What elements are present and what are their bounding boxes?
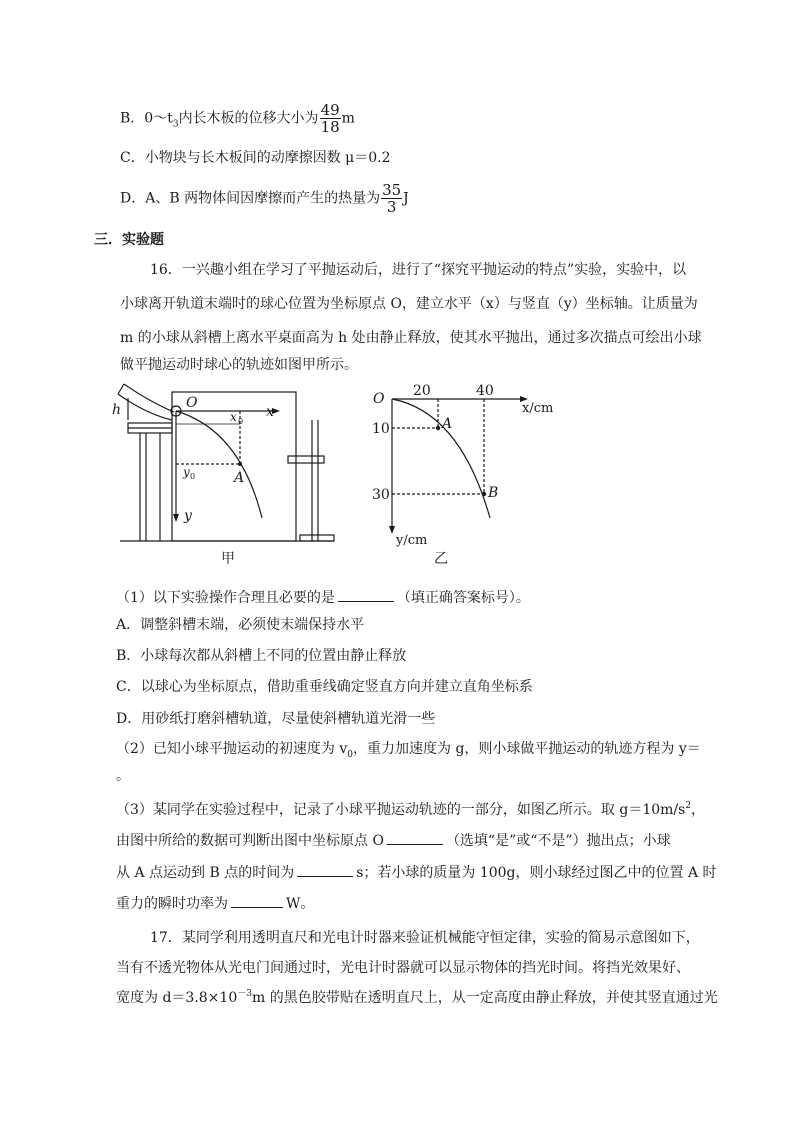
- label-y0: y: [183, 465, 190, 479]
- tick-10: 10: [372, 421, 390, 437]
- q16-part1-prompt: （1）以下实验操作合理且必要的是: [116, 590, 335, 606]
- yi-trajectory: [392, 399, 490, 518]
- q16-part3-text-a-end: ，: [691, 802, 706, 818]
- caption-jia: 甲: [221, 551, 235, 567]
- q16-part3-line4: [116, 893, 314, 914]
- option-b-text: 内长木板的位移大小为: [178, 110, 319, 127]
- q16-part3-line2: [116, 830, 671, 851]
- caption-yi: 乙: [434, 551, 448, 567]
- label-h: h: [112, 402, 122, 418]
- tick-20: 20: [413, 383, 431, 399]
- option-d-numerator: 35: [382, 181, 402, 199]
- option-b-denominator: 18: [320, 118, 340, 136]
- q16-part3-text-b: 由图中所给的数据可判断出图中坐标原点 O: [116, 833, 384, 849]
- q17-line-3: [116, 988, 718, 1008]
- q16-line-2: 小球离开轨道末端时的球心位置为坐标原点 O，建立水平（x）与竖直（y）坐标轴。让质量为: [120, 296, 698, 312]
- q16-part3-sup: 2: [685, 801, 692, 811]
- label-jia-o: O: [186, 395, 198, 411]
- option-c: C．小物块与长木板间的动摩擦因数 μ＝0.2: [120, 150, 391, 166]
- q16-opt-c: C．以球心为坐标原点，借助重垂线确定竖直方向并建立直角坐标系: [116, 679, 533, 695]
- answer-blank-time[interactable]: [297, 862, 353, 877]
- q16-part1: [116, 587, 530, 608]
- answer-blank-power[interactable]: [231, 893, 283, 908]
- q17-line-3-sup: －3: [237, 989, 252, 999]
- q16-part3-line1: [116, 800, 705, 820]
- q16-line-1: 16．一兴趣小组在学习了平抛运动后，进行了“探究平抛运动的特点”实验，实验中，以: [150, 262, 687, 278]
- tick-30: 30: [372, 487, 390, 503]
- q16-opt-d: D．用砂纸打磨斜槽轨道，尽量使斜槽轨道光滑一些: [116, 711, 436, 727]
- q16-part3-line3: [116, 862, 717, 883]
- yi-y-arrow: [389, 526, 395, 534]
- option-d-text: D．A、B 两物体间因摩擦而产生的热量为: [120, 190, 381, 207]
- q16-part1-suffix: （填正确答案标号）。: [396, 590, 530, 606]
- q16-part2: [116, 739, 701, 765]
- label-yi-o: O: [373, 391, 385, 407]
- answer-blank-1[interactable]: [338, 587, 394, 602]
- q17-line-3-post: m 的黑色胶带贴在透明直尺上，从一定高度由静止释放，并使其竖直通过光: [251, 990, 718, 1006]
- q17-line-1: 17．某同学利用透明直尺和光电计时器来验证机械能守恒定律，实验的简易示意图如下，: [150, 930, 700, 946]
- q16-part3-text-d-post: W。: [286, 896, 315, 912]
- yi-ylabel: y/cm: [396, 533, 428, 548]
- q17-line-3-pre: 宽度为 d＝3.8×10: [116, 990, 238, 1006]
- option-b-unit: m: [341, 110, 355, 127]
- section-title: 三．实验题: [94, 232, 164, 248]
- q16-part3-text-a: （3）某同学在实验过程中，记录了小球平抛运动轨迹的一部分，如图乙所示。取 g＝10m/s: [116, 802, 686, 818]
- option-d-denominator: 3: [386, 198, 397, 216]
- label-x0-sub: 0: [238, 417, 244, 426]
- yi-point-b-dot: [482, 492, 486, 496]
- q17-line-2: 当有不透光物体从光电门间通过时，光电计时器就可以显示物体的挡光时间。将挡光效果好、: [116, 960, 690, 976]
- tick-40: 40: [476, 383, 494, 399]
- q16-part3-text-c-post: s；若小球的质量为 100g，则小球经过图乙中的位置 A 时: [356, 865, 717, 881]
- q16-opt-b: B．小球每次都从斜槽上不同的位置由静止释放: [116, 648, 407, 664]
- q16-part2-text: （2）已知小球平抛运动的初速度为 v: [116, 741, 348, 757]
- label-x0: x: [230, 410, 237, 424]
- q16-opt-a: A．调整斜槽末端，必须使末端保持水平: [116, 617, 365, 633]
- option-b-numerator: 49: [320, 101, 340, 119]
- q16-part3-text-d: 重力的瞬时功率为: [116, 896, 228, 912]
- label-jia-a: A: [234, 470, 245, 486]
- option-d-unit: J: [403, 190, 409, 207]
- option-b-subscript: 3: [172, 119, 179, 130]
- q16-line-3: m 的小球从斜槽上离水平桌面高为 h 处由静止释放，使其水平抛出，通过多次描点可绘出小球: [120, 330, 702, 346]
- label-jia-x: x: [266, 404, 274, 420]
- option-b-prefix: B．0～t: [120, 110, 173, 127]
- q16-part2-end: 。: [116, 768, 130, 784]
- q16-line-4: 做平抛运动时球心的轨迹如图甲所示。: [120, 357, 358, 373]
- q16-part2-text-2: ，重力加速度为 g，则小球做平抛运动的轨迹方程为 y＝: [353, 741, 701, 757]
- q16-part3-text-b-post: （选填“是”或“不是”）抛出点；小球: [445, 833, 671, 849]
- label-jia-y: y: [184, 508, 192, 524]
- q16-part3-text-c: 从 A 点运动到 B 点的时间为: [116, 865, 295, 881]
- answer-blank-origin[interactable]: [387, 830, 443, 845]
- yi-point-a-dot: [436, 426, 440, 430]
- yi-xlabel: x/cm: [522, 401, 554, 416]
- label-y0-sub: 0: [190, 472, 196, 481]
- label-yi-b: B: [488, 485, 499, 501]
- q16-part2-sub: 0: [347, 749, 354, 760]
- label-yi-a: A: [442, 416, 453, 432]
